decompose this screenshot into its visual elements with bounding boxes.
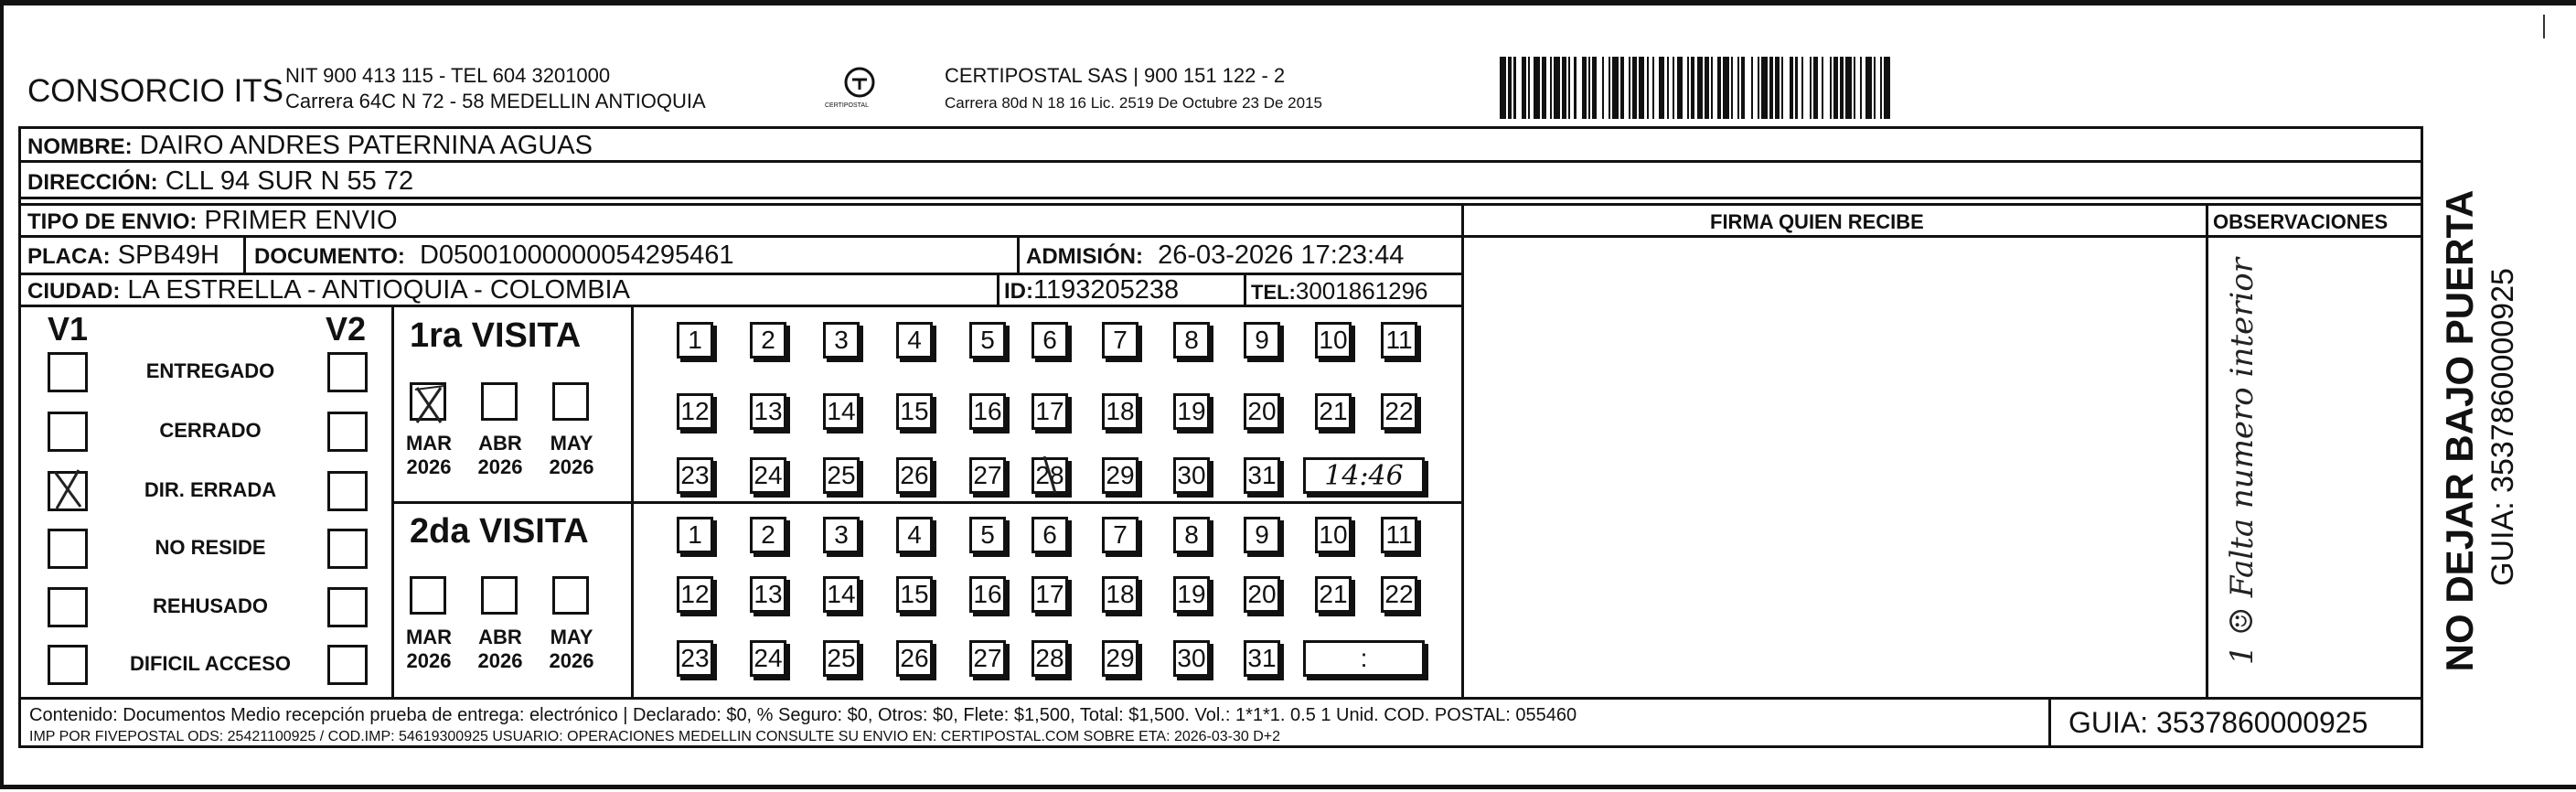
company-name: CONSORCIO ITS [27,73,284,109]
day-18-box[interactable]: 18 [1102,576,1138,613]
day-12-box[interactable]: 12 [677,576,713,613]
day-9-box[interactable]: 9 [1244,517,1280,553]
day-6-box[interactable]: 6 [1031,517,1068,553]
day-31-box[interactable]: 31 [1244,457,1280,494]
v2-checkbox[interactable] [327,352,368,392]
day-29-box[interactable]: 29 [1102,640,1138,677]
month-mark-x-icon [410,382,450,428]
documento-value: D05001000000054295461 [419,241,734,270]
day-8-box[interactable]: 8 [1173,517,1210,553]
status-label: REHUSADO [153,594,268,617]
no-dejar-warning: NO DEJAR BAJO PUERTA [2438,189,2481,672]
month-label: MAY [550,432,593,455]
day-28-box[interactable]: 28 [1031,457,1068,494]
month-year: 2026 [549,649,594,672]
company-nit: NIT 900 413 115 - TEL 604 3201000 [285,64,611,87]
month-year: 2026 [549,455,594,478]
day-4-box[interactable]: 4 [896,517,933,553]
day-mark-icon [1031,453,1068,498]
ciudad-label: CIUDAD: [27,279,121,304]
day-7-box[interactable]: 7 [1102,322,1138,359]
bottom-rule [0,785,2576,789]
day-23-box[interactable]: 23 [677,457,713,494]
month-year: 2026 [477,455,523,478]
side-panel [2423,146,2576,677]
day-30-box[interactable]: 30 [1173,457,1210,494]
day-25-box[interactable]: 25 [823,457,860,494]
v1-checkbox[interactable] [48,412,88,452]
month-label: MAR [405,626,453,648]
v2-checkbox[interactable] [327,645,368,685]
tel-label: TEL: [1251,281,1296,304]
id-value: 1193205238 [1033,275,1180,305]
day-24-box[interactable]: 24 [750,640,786,677]
day-26-box[interactable]: 26 [896,640,933,677]
month-checkbox[interactable] [481,382,518,421]
day-15-box[interactable]: 15 [896,576,933,613]
documento-label: DOCUMENTO: [254,244,405,269]
day-10-box[interactable]: 10 [1315,517,1352,553]
day-19-box[interactable]: 19 [1173,576,1210,613]
nombre-label: NOMBRE: [27,134,133,159]
day-21-box[interactable]: 21 [1315,576,1352,613]
day-13-box[interactable]: 13 [750,393,786,430]
edge-mark [2543,15,2545,38]
top-rule [0,0,2576,5]
day-27-box[interactable]: 27 [969,457,1006,494]
day-19-box[interactable]: 19 [1173,393,1210,430]
day-12-box[interactable]: 12 [677,393,713,430]
day-10-box[interactable]: 10 [1315,322,1352,359]
month-checkbox[interactable] [410,576,446,615]
day-4-box[interactable]: 4 [896,322,933,359]
day-27-box[interactable]: 27 [969,640,1006,677]
month-checkbox[interactable] [552,382,589,421]
ciudad-value: LA ESTRELLA - ANTIOQUIA - COLOMBIA [127,275,630,305]
firma-header: FIRMA QUIEN RECIBE [1710,210,1924,233]
status-label: DIR. ERRADA [144,478,277,501]
v2-checkbox[interactable] [327,471,368,511]
footer-content: Contenido: Documentos Medio recepción prueba de entrega: electrónico | Declarado: $0, % Seguro: $0, Otros: $0, Flete: $1,500, Total: $1,500. Vol.: 1*1*1. 0.5 1 Unid. COD. POSTAL: 055460 [29,705,1577,725]
month-label: ABR [478,626,522,648]
visit1-title: 1ra VISITA [410,316,582,355]
company-address: Carrera 64C N 72 - 58 MEDELLIN ANTIOQUIA [285,90,706,112]
day-26-box[interactable]: 26 [896,457,933,494]
placa-value: SPB49H [117,241,219,270]
v1-header: V1 [48,310,89,348]
direccion-label: DIRECCIÓN: [27,170,158,195]
month-checkbox[interactable] [552,576,589,615]
day-15-box[interactable]: 15 [896,393,933,430]
month-year: 2026 [477,649,523,672]
day-20-box[interactable]: 20 [1244,393,1280,430]
logo-wordmark: CERTIPOSTAL [825,102,869,109]
checkmark-x-icon [48,466,88,512]
day-24-box[interactable]: 24 [750,457,786,494]
observation-handwriting: 1 ☺ Falta numero interior [2224,258,2261,665]
day-3-box[interactable]: 3 [823,322,860,359]
nombre-value: DAIRO ANDRES PATERNINA AGUAS [139,131,593,160]
status-label: ENTREGADO [145,359,275,382]
visit-time-box[interactable]: : [1303,640,1425,677]
day-29-box[interactable]: 29 [1102,457,1138,494]
day-30-box[interactable]: 30 [1173,640,1210,677]
side-guia: GUIA: 3537860000925 [2485,268,2520,586]
day-23-box[interactable]: 23 [677,640,713,677]
carrier-name: CERTIPOSTAL SAS | 900 151 122 - 2 [945,64,1286,87]
v2-checkbox[interactable] [327,587,368,627]
visit2-title: 2da VISITA [410,512,589,551]
v2-checkbox[interactable] [327,412,368,452]
day-17-box[interactable]: 17 [1031,576,1068,613]
day-11-box[interactable]: 11 [1381,322,1417,359]
v1-checkbox[interactable] [48,645,88,685]
month-year: 2026 [406,455,452,478]
footer-guia: GUIA: 3537860000925 [2068,706,2368,739]
day-5-box[interactable]: 5 [969,517,1006,553]
day-7-box[interactable]: 7 [1102,517,1138,553]
v2-checkbox[interactable] [327,529,368,569]
status-label: NO RESIDE [155,536,266,559]
day-22-box[interactable]: 22 [1381,393,1417,430]
day-5-box[interactable]: 5 [969,322,1006,359]
day-14-box[interactable]: 14 [823,576,860,613]
day-8-box[interactable]: 8 [1173,322,1210,359]
month-year: 2026 [406,649,452,672]
tipo-envio-label: TIPO DE ENVIO: [27,209,198,234]
status-label: DIFICIL ACCESO [129,652,291,675]
visit-time-box[interactable]: 14:46 [1303,457,1425,494]
day-20-box[interactable]: 20 [1244,576,1280,613]
status-label: CERRADO [159,419,262,442]
observaciones-header: OBSERVACIONES [2213,210,2389,233]
left-rule [0,5,4,787]
day-22-box[interactable]: 22 [1381,576,1417,613]
placa-label: PLACA: [27,244,111,269]
month-label: MAR [405,432,453,455]
day-17-box[interactable]: 17 [1031,393,1068,430]
day-2-box[interactable]: 2 [750,517,786,553]
day-16-box[interactable]: 16 [969,393,1006,430]
month-label: MAY [550,626,593,648]
footer-imp: IMP POR FIVEPOSTAL ODS: 25421100925 / COD.IMP: 54619300925 USUARIO: OPERACIONES MEDELLIN CONSULTE SU ENVIO EN: CERTIPOSTAL.COM SOBRE ETA: 2026-03-30 D+2 [29,729,1281,744]
month-label: ABR [478,432,522,455]
day-9-box[interactable]: 9 [1244,322,1280,359]
tipo-envio-value: PRIMER ENVIO [204,206,398,235]
admision-value: 26-03-2026 17:23:44 [1158,241,1405,270]
day-3-box[interactable]: 3 [823,517,860,553]
id-label: ID: [1004,279,1033,304]
day-21-box[interactable]: 21 [1315,393,1352,430]
day-11-box[interactable]: 11 [1381,517,1417,553]
day-2-box[interactable]: 2 [750,322,786,359]
barcode [1500,57,2231,119]
day-18-box[interactable]: 18 [1102,393,1138,430]
day-14-box[interactable]: 14 [823,393,860,430]
carrier-address: Carrera 80d N 18 16 Lic. 2519 De Octubre 23 De 2015 [945,94,1322,112]
month-checkbox[interactable] [481,576,518,615]
day-16-box[interactable]: 16 [969,576,1006,613]
v2-header: V2 [326,310,367,348]
admision-label: ADMISIÓN: [1026,244,1143,269]
v1-checkbox[interactable] [48,529,88,569]
day-6-box[interactable]: 6 [1031,322,1068,359]
day-28-box[interactable]: 28 [1031,640,1068,677]
tel-value: 3001861296 [1295,277,1428,305]
certipostal-logo [841,64,878,101]
day-31-box[interactable]: 31 [1244,640,1280,677]
day-1-box[interactable]: 1 [677,322,713,359]
v1-checkbox[interactable] [48,352,88,392]
v1-checkbox[interactable] [48,587,88,627]
day-1-box[interactable]: 1 [677,517,713,553]
direccion-value: CLL 94 SUR N 55 72 [165,166,414,196]
day-13-box[interactable]: 13 [750,576,786,613]
day-25-box[interactable]: 25 [823,640,860,677]
